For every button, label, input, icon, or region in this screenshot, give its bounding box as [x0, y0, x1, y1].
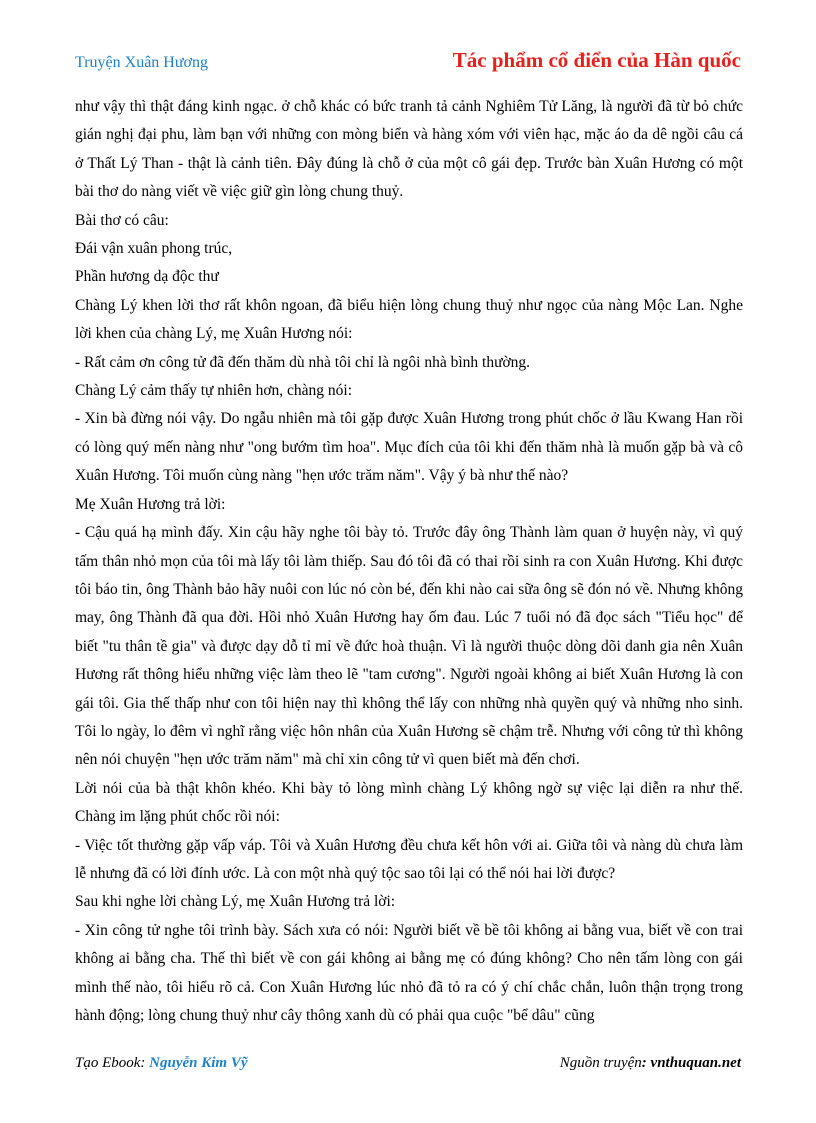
book-title: Truyện Xuân Hương: [75, 54, 208, 71]
ebook-credit-label: Tạo Ebook: [75, 1055, 141, 1071]
ebook-creator-name: Nguyễn Kim Vỹ: [149, 1055, 248, 1071]
paragraph: - Việc tốt thường gặp vấp váp. Tôi và Xuân Hương đều chưa kết hôn với ai. Giữa tôi và nàng dù chưa làm lễ nhưng đã có lời đính ước. Là con một nhà quý tộc sao tôi lại có thể nói hai lời được?: [75, 836, 743, 882]
paragraph: - Xin bà đừng nói vậy. Do ngẫu nhiên mà tôi gặp được Xuân Hương trong phút chốc ở lầu Kwang Han rồi có lòng quý mến nàng như "ong bướm tìm hoa". Mục đích của tôi khi đến thăm nhà là muốn gặp bà và cô Xuân Hương. Tôi muốn cùng nàng "hẹn ước trăm năm". Vậy ý bà như thế nào?: [75, 410, 743, 485]
paragraph: Chàng Lý cảm thấy tự nhiên hơn, chàng nói:: [75, 382, 353, 400]
paragraph: Mẹ Xuân Hương trả lời:: [75, 495, 226, 513]
source-credit-separator: :: [641, 1055, 651, 1071]
paragraph: Sau khi nghe lời chàng Lý, mẹ Xuân Hương trả lời:: [75, 893, 396, 911]
paragraph: - Xin công tử nghe tôi trình bày. Sách xưa có nói: Người biết về bề tôi không ai bằng vua, biết về con trai không ai bằng cha. Thế thì biết về con gái không ai bằng mẹ có đúng không? Cho nên tấm lòng con gái mình thế nào, tôi hiểu rõ cả. Con Xuân Hương lúc nhỏ đã tỏ ra có ý chí chắc chắn, luôn thận trọng trong hành động; lòng chung thuỷ như cây thông xanh dù có phải qua cuộc "bể dâu" cũng: [75, 921, 743, 1024]
source-credit: [560, 1055, 741, 1072]
paragraph: - Rất cảm ơn công tử đã đến thăm dù nhà tôi chỉ là ngôi nhà bình thường.: [75, 353, 531, 371]
source-credit-label: Nguồn truyện: [559, 1055, 642, 1071]
collection-title: Tác phẩm cổ điển của Hàn quốc: [452, 48, 741, 72]
page-header: [75, 48, 741, 78]
page-body: [75, 93, 743, 1030]
poem-line: Đái vận xuân phong trúc,: [75, 240, 233, 258]
paragraph: - Cậu quá hạ mình đấy. Xin cậu hãy nghe tôi bày tỏ. Trước đây ông Thành làm quan ở huyện này, vì quý tấm thân nhỏ mọn của tôi mà lấy tôi làm thiếp. Sau đó tôi đã có thai rồi sinh ra con Xuân Hương. Khi được tôi báo tin, ông Thành bảo hãy nuôi con lúc nó còn bé, đến khi nào cai sữa ông sẽ đón nó về. Nhưng không may, ông Thành đã qua đời. Hồi nhỏ Xuân Hương hay ốm đau. Lúc 7 tuổi nó đã đọc sách "Tiểu học" để biết "tu thân tề gia" và được dạy dỗ tỉ mỉ về đức hoà thuận. Vì là người thuộc dòng dõi danh gia nên Xuân Hương rất thông hiểu những việc làm theo lẽ "tam cương". Người ngoài không ai biết Xuân Hương là con gái tôi. Gia thế thấp như con tôi hiện nay thì không thể lấy con những nhà quyền quý và những nho sinh. Tôi lo ngày, lo đêm vì nghĩ rằng việc hôn nhân của Xuân Hương sẽ chậm trễ. Nhưng với công tử thì không nên nói chuyện "hẹn ước trăm năm" mà chỉ xin công tử vì quen biết mà đến chơi.: [75, 524, 743, 769]
source-site: vnthuquan.net: [650, 1055, 741, 1071]
ebook-credit-separator: :: [140, 1055, 150, 1071]
paragraph: Lời nói của bà thật khôn khéo. Khi bày tỏ lòng mình chàng Lý không ngờ sự việc lại diễn ra như thế. Chàng im lặng phút chốc rồi nói:: [75, 779, 743, 826]
paragraph: Bài thơ có câu:: [75, 211, 169, 229]
paragraph: như vậy thì thật đáng kinh ngạc. ở chỗ khác có bức tranh tả cảnh Nghiêm Tử Lăng, là người đã từ bỏ chức gián nghị đại phu, làm bạn với những con mòng biển và hàng xóm với viên hạc, mặc áo da dê ngồi câu cá ở Thất Lý Than - thật là cảnh tiên. Đây đúng là chỗ ở của một cô gái đẹp. Trước bàn Xuân Hương có một bài thơ do nàng viết về việc giữ gìn lòng chung thuỷ.: [75, 98, 743, 201]
paragraph: Chàng Lý khen lời thơ rất khôn ngoan, đã biểu hiện lòng chung thuỷ như ngọc của nàng Mộc Lan. Nghe lời khen của chàng Lý, mẹ Xuân Hương nói:: [75, 296, 743, 343]
ebook-credit: [75, 1055, 248, 1072]
poem-line: Phần hương dạ độc thư: [75, 268, 219, 286]
